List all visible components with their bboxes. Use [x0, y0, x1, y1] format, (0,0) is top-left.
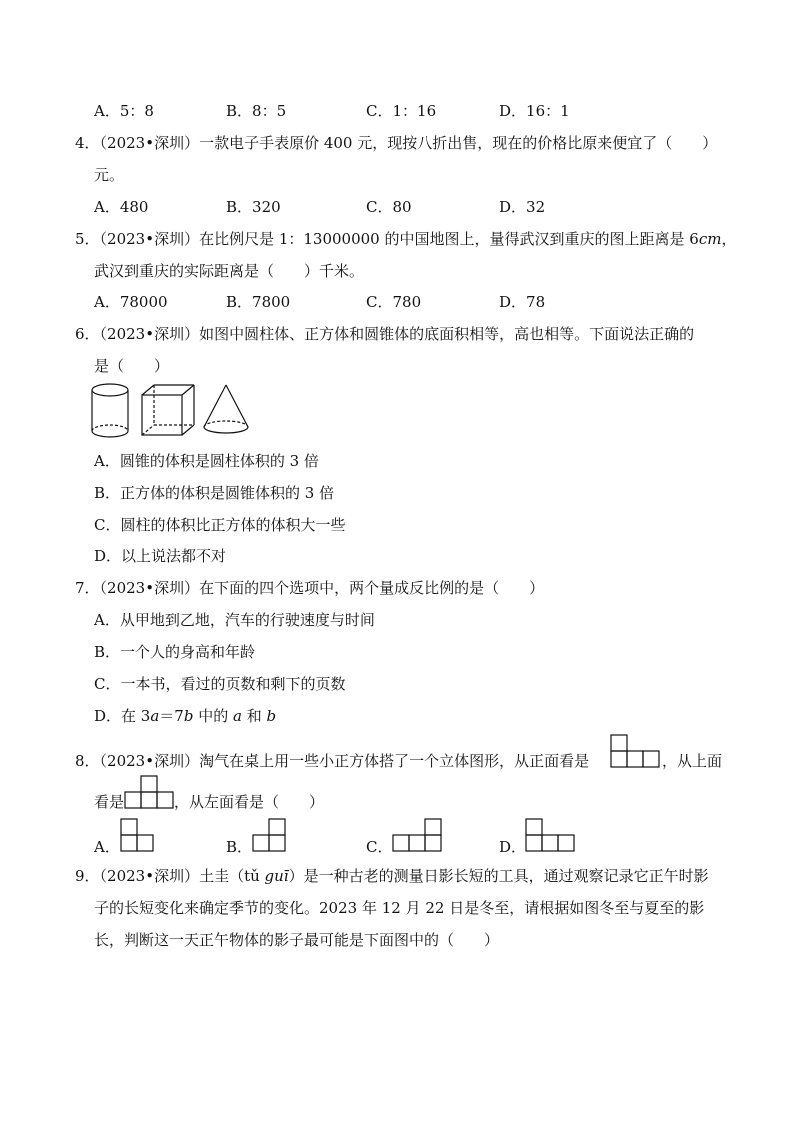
q4-option-b: B．320: [226, 198, 281, 216]
q8-stem-line1b: ，从上面: [662, 752, 723, 770]
q8-option-a-letter: A．: [94, 838, 120, 856]
q6-option-c: C．圆柱的体积比正方体的体积大一些: [94, 516, 346, 534]
q7-d-var-a: a: [150, 707, 160, 725]
q5-comma: ，: [721, 230, 737, 248]
q5-options: [94, 292, 694, 312]
q8-front-view-figure: [610, 734, 660, 772]
q6-stem-line1: 6．（2023•深圳）如图中圆柱体、正方体和圆锥体的底面积相等，高也相等。下面说法正确的: [75, 325, 695, 343]
q5-option-c: C．780: [366, 293, 422, 311]
q3-option-d: D．16：1: [499, 102, 570, 120]
q7-option-a: A．从甲地到乙地，汽车的行驶速度与时间: [94, 611, 375, 629]
q5-option-a: A．78000: [94, 293, 168, 311]
q8-option-b-figure: [252, 818, 286, 856]
q6-stem-line2: 是（ ）: [94, 357, 170, 375]
q9-text-b: ）是一种古老的测量日影长短的工具，通过观察记录它正午时影: [288, 867, 709, 885]
q4-option-c: C．80: [366, 198, 412, 216]
q7-d-var-b2: b: [266, 707, 277, 725]
q4-stem-line1: 4．（2023•深圳）一款电子手表原价 400 元，现按八折出售，现在的价格比原来便宜了（ ）: [75, 134, 718, 152]
q8-option-a-figure: [120, 818, 154, 856]
q7-option-b: B．一个人的身高和年龄: [94, 643, 256, 661]
q8-top-view-figure: [124, 775, 174, 813]
q5-stem-line1: [75, 229, 736, 249]
q7-option-d: [94, 706, 276, 726]
cube-shape: [142, 385, 194, 435]
q4-option-a: A．480: [94, 198, 149, 216]
q5-unit: cm: [698, 230, 722, 248]
q4-options: [94, 197, 694, 217]
q7-d-equals: ＝7: [159, 707, 184, 725]
q8-option-d-figure: [525, 818, 575, 856]
q8-option-b-letter: B．: [226, 838, 253, 856]
q6-option-b: B．正方体的体积是圆锥体积的 3 倍: [94, 484, 335, 502]
q7-d-text: 中的: [193, 707, 233, 725]
q7-stem: 7．（2023•深圳）在下面的四个选项中，两个量成反比例的是（ ）: [75, 579, 545, 597]
q6-option-d: D．以上说法都不对: [94, 547, 227, 565]
q8-stem-line2b: ，从左面看是（ ）: [174, 793, 325, 811]
q6-option-a: A．圆锥的体积是圆柱体积的 3 倍: [94, 452, 319, 470]
q7-d-and: 和: [241, 707, 267, 725]
q4-option-d: D．32: [499, 198, 546, 216]
q5-option-d: D．78: [499, 293, 546, 311]
q9-pinyin: guī: [264, 867, 289, 885]
q7-d-prefix: D．在 3: [94, 707, 151, 725]
q7-d-var-a2: a: [233, 707, 242, 725]
q8-stem-line1a: 8．（2023•深圳）淘气在桌上用一些小正方体搭了一个立体图形，从正面看是: [75, 752, 590, 770]
q3-options: [94, 101, 694, 121]
q9-text-a: 9．（2023•深圳）土圭（tǔ: [75, 867, 265, 885]
q3-option-b: B．8：5: [226, 102, 287, 120]
q9-stem-line1: [75, 866, 709, 886]
q7-d-var-b: b: [183, 707, 194, 725]
q8-option-c-letter: C．: [366, 838, 393, 856]
q6-solids-figure: [90, 383, 260, 445]
q7-option-c: C．一本书，看过的页数和剩下的页数: [94, 675, 346, 693]
q5-stem-text: 5．（2023•深圳）在比例尺是 1：13000000 的中国地图上，量得武汉到重庆的图上距离是 6: [75, 230, 699, 248]
q8-option-c-figure: [392, 818, 442, 856]
cylinder-shape: [92, 384, 128, 437]
q9-stem-line3: 长，判断这一天正午物体的影子最可能是下面图中的（ ）: [94, 931, 500, 949]
q3-option-a: A．5：8: [94, 102, 154, 120]
q3-option-c: C．1：16: [366, 102, 437, 120]
q8-option-d-letter: D．: [499, 838, 527, 856]
q4-stem-line2: 元。: [94, 166, 125, 184]
q8-stem-line2a: 看是: [94, 793, 125, 811]
cone-shape: [204, 385, 248, 433]
q5-stem-line2: 武汉到重庆的实际距离是（ ）千米。: [94, 262, 365, 280]
q5-option-b: B．7800: [226, 293, 291, 311]
q9-stem-line2: 子的长短变化来确定季节的变化。2023 年 12 月 22 日是冬至，请根据如图冬至与夏至的影: [94, 899, 705, 917]
